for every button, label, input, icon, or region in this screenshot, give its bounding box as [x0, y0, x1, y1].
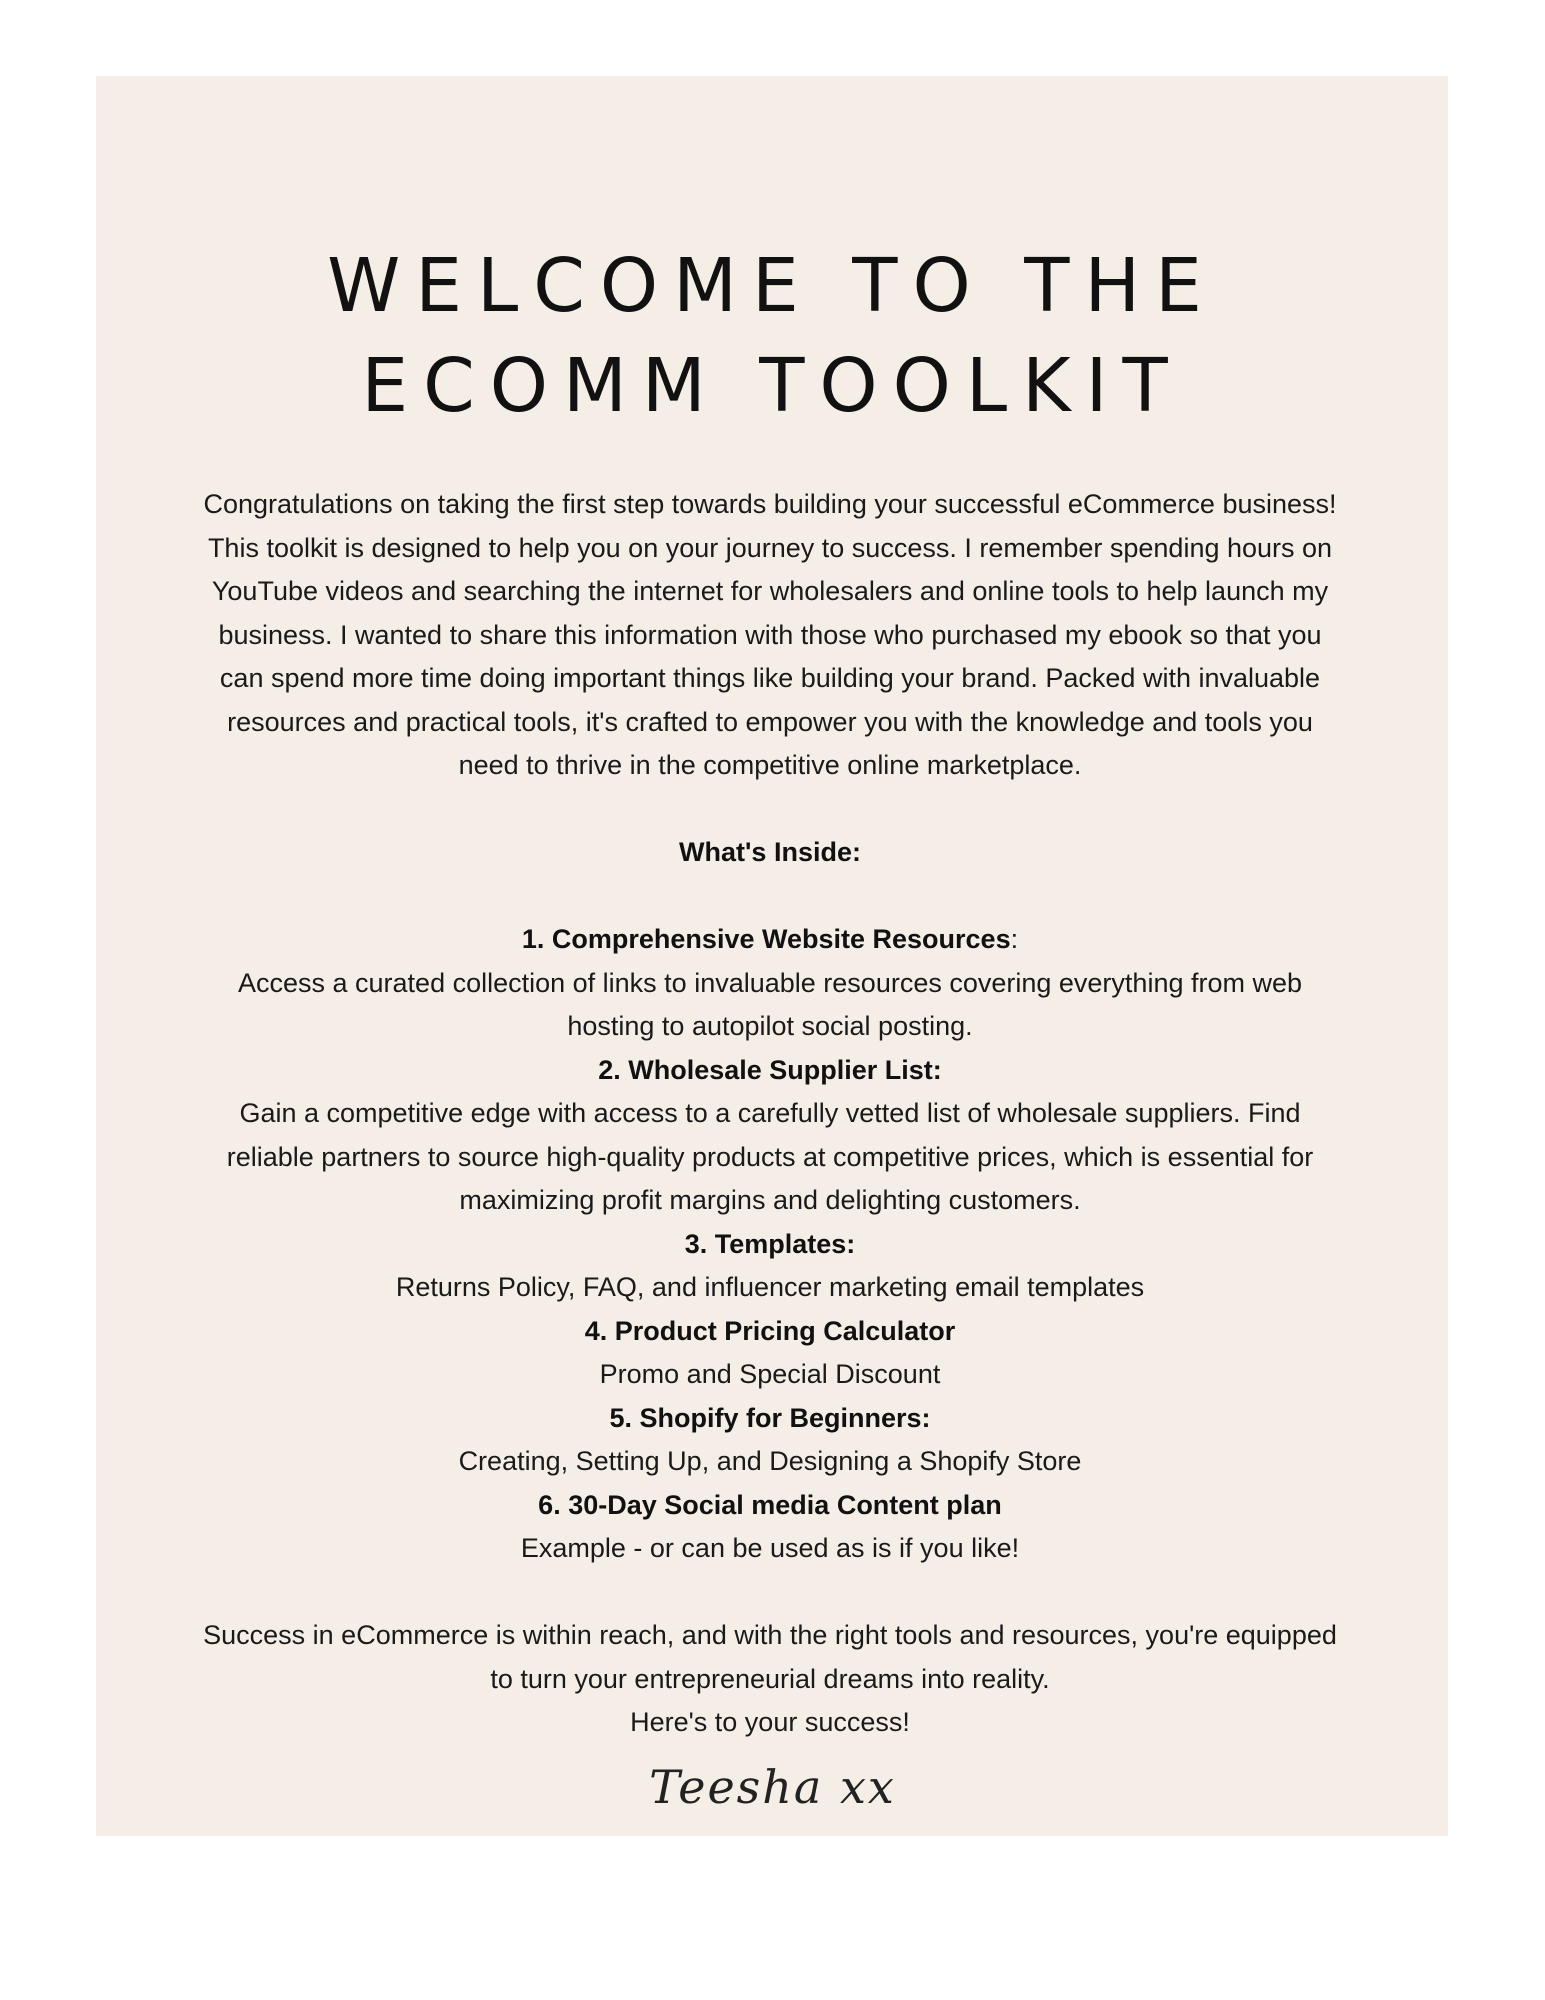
whats-inside-heading: What's Inside: [679, 837, 861, 867]
closing-line: Success in eCommerce is within reach, and with the right tools and resources, you're equipped [203, 1620, 1337, 1650]
title-line-2: ECOMM TOOLKIT [361, 343, 1183, 429]
closing-line: Here's to your success! [630, 1707, 910, 1737]
intro-line: Congratulations on taking the first step towards building your successful eCommerce business! [203, 489, 1337, 519]
item-1-heading: 1. Comprehensive Website Resources [521, 924, 1011, 954]
item-4-description: Promo and Special Discount [599, 1359, 941, 1389]
item-5-description: Creating, Setting Up, and Designing a Shopify Store [458, 1446, 1082, 1476]
item-2-description: Gain a competitive edge with access to a carefully vetted list of wholesale suppliers. Find [239, 1098, 1301, 1128]
intro-line: business. I wanted to share this information with those who purchased my ebook so that you [218, 619, 1322, 650]
item-6-description: Example - or can be used as is if you like! [520, 1533, 1020, 1563]
intro-line: need to thrive in the competitive online marketplace. [458, 750, 1082, 780]
page-title [96, 236, 1448, 436]
title-line-1: WELCOME TO THE [327, 243, 1217, 329]
item-3-heading: 3. Templates: [684, 1228, 856, 1259]
intro-line: resources and practical tools, it's crafted to empower you with the knowledge and tools you [227, 706, 1313, 737]
intro-line: This toolkit is designed to help you on your journey to success. I remember spending hours on [207, 532, 1333, 563]
item-2-description: reliable partners to source high-quality products at competitive prices, which is essential for [226, 1141, 1314, 1172]
item-6-heading: 6. 30-Day Social media Content plan [538, 1489, 1002, 1520]
item-2-description: maximizing profit margins and delighting customers. [459, 1185, 1081, 1215]
item-1-heading-suffix: : [1010, 924, 1019, 954]
signature: Teesha xx [649, 1760, 896, 1814]
body-content [120, 483, 1420, 1745]
item-5-heading: 5. Shopify for Beginners: [609, 1402, 931, 1433]
item-1-description: hosting to autopilot social posting. [567, 1011, 973, 1041]
item-4-heading: 4. Product Pricing Calculator [584, 1315, 956, 1346]
item-1-heading-row [120, 918, 1420, 962]
item-3-description: Returns Policy, FAQ, and influencer marketing email templates [395, 1272, 1145, 1302]
closing-line: to turn your entrepreneurial dreams into reality. [490, 1663, 1050, 1694]
item-2-heading: 2. Wholesale Supplier List: [598, 1054, 942, 1085]
intro-line: YouTube videos and searching the internet for wholesalers and online tools to help launch my [211, 576, 1329, 606]
item-1-description: Access a curated collection of links to invaluable resources covering everything from web [237, 967, 1303, 998]
intro-line: can spend more time doing important things like building your brand. Packed with invaluable [219, 663, 1321, 693]
